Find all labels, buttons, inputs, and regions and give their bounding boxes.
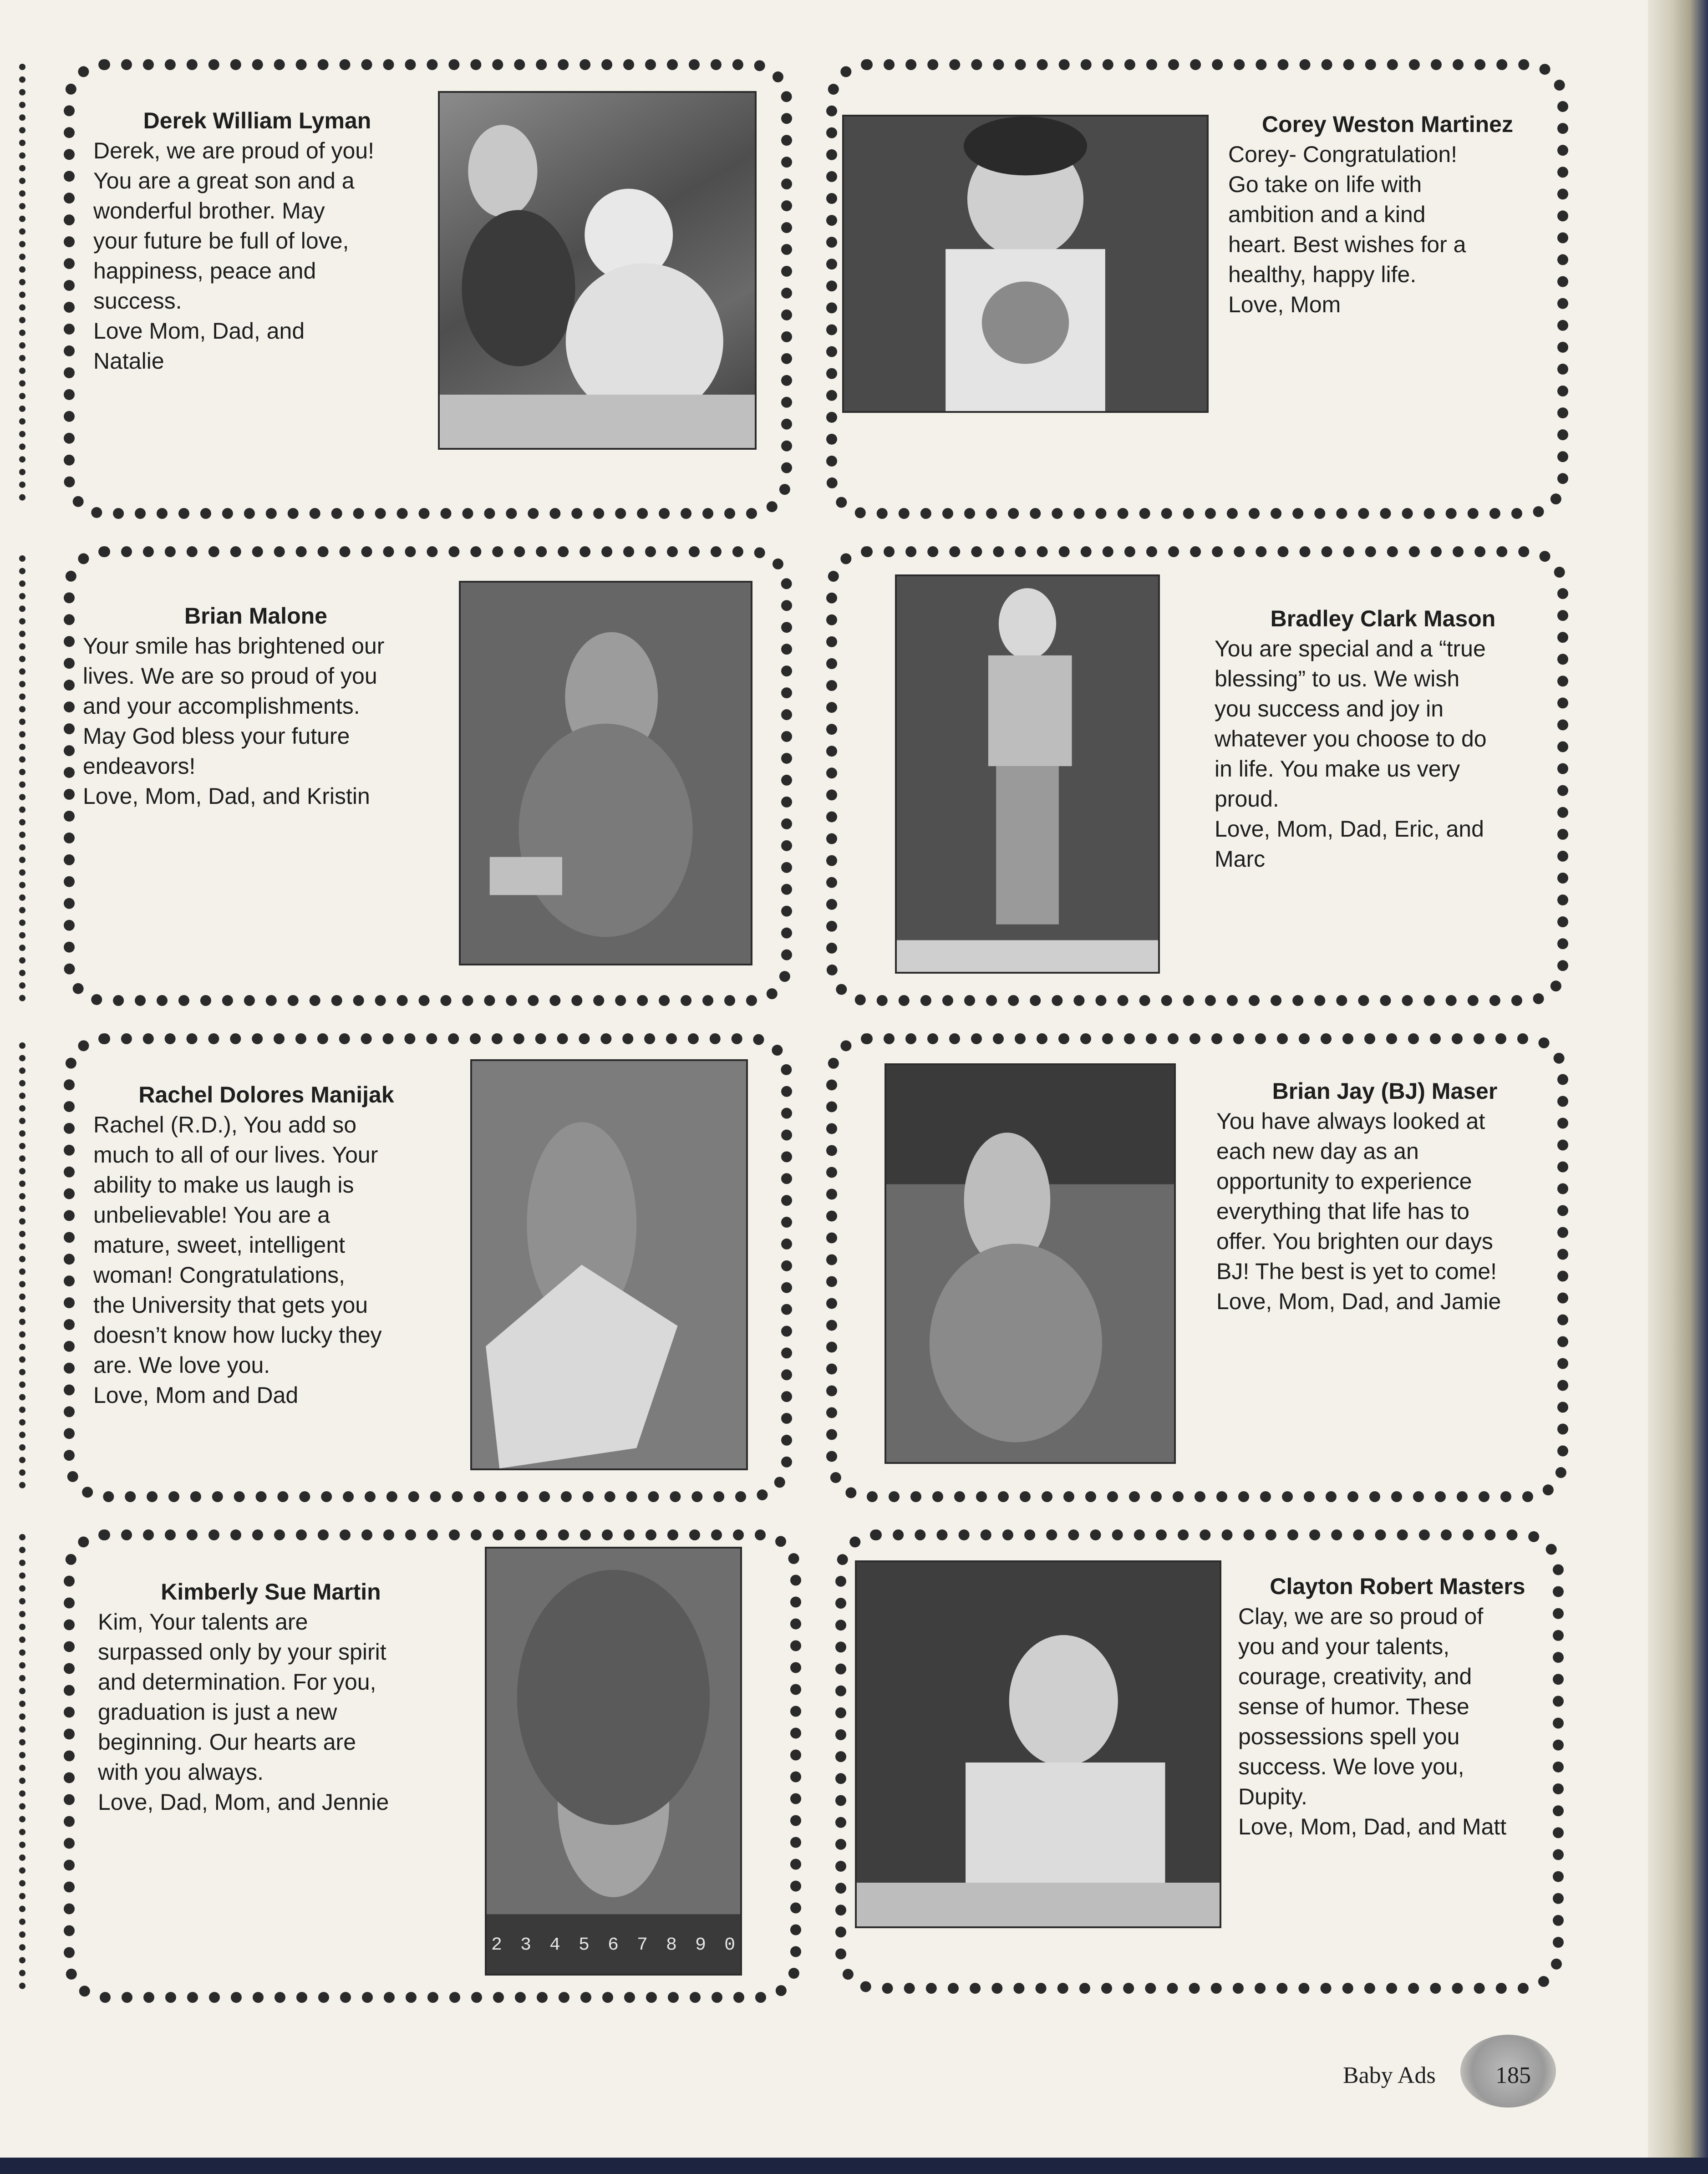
- ad-name: Brian Malone: [184, 603, 327, 629]
- photo-frame-numbers: 2 3 4 5 6 7 8 9 0: [491, 1935, 739, 1956]
- photo-silhouette: [440, 93, 755, 448]
- gutter-border-fragment: [0, 555, 25, 1001]
- baby-photo: [855, 1560, 1221, 1928]
- ad-message: Derek, we are proud of you! You are a great son and a wonderful brother. May your future be full of love, happiness, peace and success. Love Mom, Dad, and Natalie: [93, 138, 374, 374]
- ad-message: You are special and a “true blessing” to us. We wish you success and joy in whatever you choose to do in life. You make us very proud. Love, Mom, Dad, Eric, and Marc: [1215, 636, 1487, 872]
- photo-silhouette: [897, 576, 1158, 972]
- baby-photo: [470, 1059, 748, 1470]
- baby-photo: [895, 574, 1160, 974]
- ad-name: Rachel Dolores Manijak: [138, 1082, 394, 1107]
- baby-photo: [842, 115, 1209, 413]
- ad-text: [93, 106, 421, 376]
- baby-photo: [438, 91, 757, 450]
- baby-photo: [884, 1063, 1176, 1464]
- baby-photo: [485, 1547, 742, 1976]
- ad-name: Clayton Robert Masters: [1270, 1574, 1525, 1599]
- ad-name: Bradley Clark Mason: [1270, 606, 1496, 631]
- gutter-border-fragment: [0, 1042, 25, 1488]
- page-number: 185: [1495, 2062, 1531, 2088]
- photo-silhouette: [472, 1061, 746, 1468]
- ad-text: [93, 1080, 439, 1410]
- photo-silhouette: [844, 117, 1207, 411]
- ad-message: You have always looked at each new day as an opportunity to experience everything that life has to offer. You brighten our days BJ! The best is yet to come! Love, Mom, Dad, and Jamie: [1216, 1108, 1501, 1314]
- photo-silhouette: [886, 1065, 1174, 1462]
- section-title: Baby Ads: [1343, 2062, 1436, 2088]
- photo-silhouette: [487, 1549, 740, 1974]
- ad-name: Brian Jay (BJ) Maser: [1272, 1078, 1498, 1104]
- ad-text: [1215, 604, 1551, 874]
- ad-text: [83, 601, 429, 811]
- ad-name: Kimberly Sue Martin: [161, 1579, 381, 1605]
- baby-photo: [459, 581, 752, 965]
- ad-name: Corey Weston Martinez: [1262, 112, 1513, 137]
- page-bottom-edge: [0, 2158, 1708, 2174]
- ad-message: Clay, we are so proud of you and your talents, courage, creativity, and sense of humor. These possessions spell you success. We love you, Dupity. Love, Mom, Dad, and Matt: [1238, 1604, 1507, 1839]
- ad-text: [1216, 1076, 1553, 1316]
- ad-text: [1238, 1571, 1557, 1842]
- ad-message: Rachel (R.D.), You add so much to all of our lives. Your ability to make us laugh is unbelievable! You are a mature, sweet, intelligent woman! Congratulations, the University that gets you doesn’t know how lucky they are. We love you. Love, Mom and Dad: [93, 1112, 382, 1408]
- gutter-border-fragment: [0, 64, 25, 501]
- ad-message: Corey- Congratulation! Go take on life with ambition and a kind heart. Best wishes for a healthy, happy life. Love, Mom: [1228, 142, 1466, 317]
- ad-message: Kim, Your talents are surpassed only by your spirit and determination. For you, graduation is just a new beginning. Our hearts are with you always. Love, Dad, Mom, and Jennie: [98, 1609, 389, 1815]
- ad-name: Derek William Lyman: [143, 108, 371, 133]
- ad-text: [1228, 109, 1547, 320]
- photo-silhouette: [461, 583, 751, 964]
- gutter-border-fragment: [0, 1534, 25, 1989]
- ad-text: [98, 1577, 444, 1817]
- photo-silhouette: [857, 1562, 1220, 1926]
- book-binding: [1648, 0, 1708, 2174]
- ad-message: Your smile has brightened our lives. We are so proud of you and your accomplishments. May God bless your future endeavors! Love, Mom, Dad, and Kristin: [83, 633, 385, 809]
